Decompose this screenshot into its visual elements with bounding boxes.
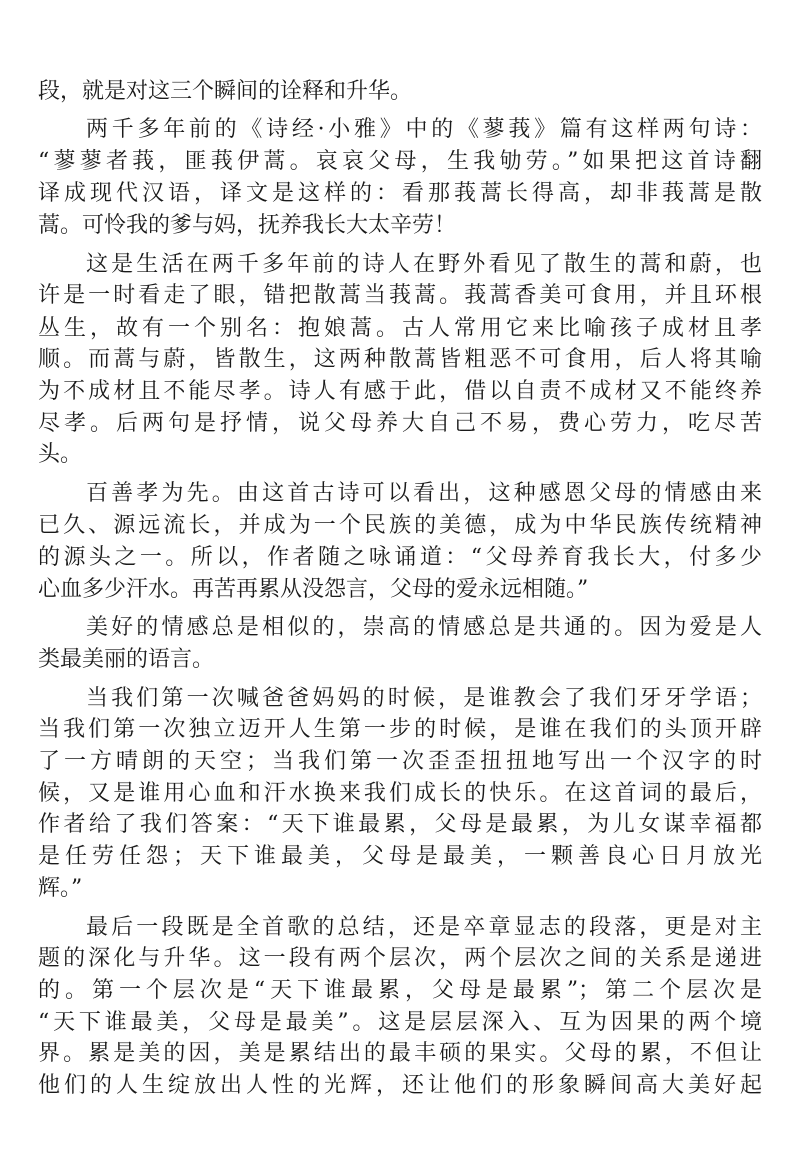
paragraph-6-line: 的。第一个层次是“天下谁最累，父母是最累”；第二个层次是 <box>38 977 762 1003</box>
paragraph-2-line: 为不成材且不能尽孝。诗人有感于此，借以自责不成材又不能终养 <box>38 379 762 405</box>
paragraph-0-line: 段，就是对这三个瞬间的诠释和升华。 <box>38 79 413 104</box>
paragraph-4-line: 类最美丽的语言。 <box>38 646 215 672</box>
paragraph-2-line: 头。 <box>38 442 83 468</box>
paragraph-6-line: 他们的人生绽放出人性的光辉，还让他们的形象瞬间高大美好起 <box>38 1073 762 1098</box>
paragraph-3-line: 心血多少汗水。再苦再累从没怨言，父母的爱永远相随。” <box>38 577 589 603</box>
paragraph-6-line: 界。累是美的因，美是累结出的最丰硕的果实。父母的累，不但让 <box>38 1041 762 1067</box>
paragraph-5-line: 是任劳任怨；天下谁最美，父母是最美，一颗善良心日月放光 <box>38 844 762 870</box>
paragraph-5-line: 作者给了我们答案：“天下谁最累，父母是最累，为儿女谋幸福都 <box>38 812 762 838</box>
paragraph-2-line: 丛生，故有一个别名：抱娘蒿。古人常用它来比喻孩子成材且孝 <box>38 315 762 341</box>
paragraph-2-line: 顺。而蒿与蔚，皆散生，这两种散蒿皆粗恶不可食用，后人将其喻 <box>38 347 762 373</box>
paragraph-3-line: 的源头之一。所以，作者随之咏诵道：“父母养育我长大，付多少 <box>38 544 762 570</box>
paragraph-2-line: 这是生活在两千多年前的诗人在野外看见了散生的蒿和蔚，也 <box>86 251 762 277</box>
paragraph-1-line: “蓼蓼者莪，匪莪伊蒿。哀哀父母，生我劬劳。”如果把这首诗翻 <box>38 148 762 174</box>
paragraph-6-line: “天下谁最美，父母是最美”。这是层层深入、互为因果的两个境 <box>38 1009 762 1035</box>
paragraph-3-line: 百善孝为先。由这首古诗可以看出，这种感恩父母的情感由来 <box>86 481 762 507</box>
paragraph-6-line: 题的深化与升华。这一段有两个层次，两个层次之间的关系是递进 <box>38 946 762 972</box>
paragraph-5-line: 当我们第一次喊爸爸妈妈的时候，是谁教会了我们牙牙学语； <box>86 685 762 711</box>
paragraph-3-line: 已久、源远流长，并成为一个民族的美德，成为中华民族传统精神 <box>38 513 762 539</box>
paragraph-2-line: 许是一时看走了眼，错把散蒿当莪蒿。莪蒿香美可食用，并且环根 <box>38 283 762 309</box>
paragraph-5-line: 辉。” <box>38 875 83 901</box>
paragraph-2-line: 尽孝。后两句是抒情，说父母养大自己不易，费心劳力，吃尽苦 <box>38 410 762 436</box>
paragraph-1-line: 两千多年前的《诗经·小雅》中的《蓼莪》篇有这样两句诗： <box>86 117 762 143</box>
paragraph-5-line: 候，又是谁用心血和汗水换来我们成长的快乐。在这首词的最后， <box>38 780 762 806</box>
paragraph-1-line: 译成现代汉语，译文是这样的：看那莪蒿长得高，却非莪蒿是散 <box>38 181 762 207</box>
paragraph-5-line: 了一方晴朗的天空；当我们第一次歪歪扭扭地写出一个汉字的时 <box>38 749 762 775</box>
paragraph-4-line: 美好的情感总是相似的，崇高的情感总是共通的。因为爱是人 <box>86 615 762 641</box>
paragraph-6-line: 最后一段既是全首歌的总结，还是卒章显志的段落，更是对主 <box>86 914 762 940</box>
paragraph-1-line: 蒿。可怜我的爹与妈，抚养我长大太辛劳！ <box>38 212 457 238</box>
paragraph-5-line: 当我们第一次独立迈开人生第一步的时候，是谁在我们的头顶开辟 <box>38 717 762 743</box>
